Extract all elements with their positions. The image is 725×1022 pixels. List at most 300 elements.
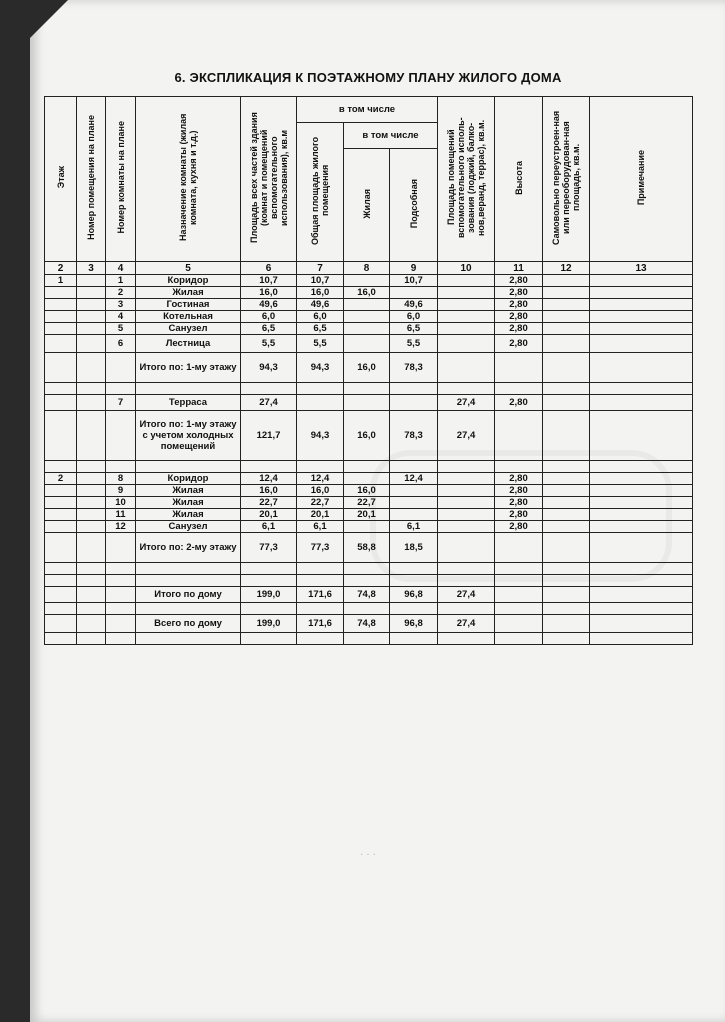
room-name-cell <box>136 633 241 645</box>
height-cell <box>495 587 543 603</box>
room-name-cell: Санузел <box>136 521 241 533</box>
table-row <box>45 335 693 353</box>
auxiliary-cell: 12,4 <box>390 473 438 485</box>
room-name-cell <box>136 575 241 587</box>
room-number-cell <box>106 353 136 383</box>
living-total-cell: 77,3 <box>297 533 344 563</box>
note-cell <box>590 275 693 287</box>
aux-area-cell: 27,4 <box>438 395 495 411</box>
plan-room-cell <box>77 563 106 575</box>
living-cell: 22,7 <box>344 497 390 509</box>
table-row <box>45 287 693 299</box>
total-area-cell <box>241 575 297 587</box>
living-cell: 74,8 <box>344 615 390 633</box>
floor-cell <box>45 633 77 645</box>
room-name-cell: Жилая <box>136 509 241 521</box>
room-number-cell: 6 <box>106 335 136 353</box>
floor-cell <box>45 383 77 395</box>
living-cell: 58,8 <box>344 533 390 563</box>
aux-area-cell <box>438 473 495 485</box>
auxiliary-cell <box>390 563 438 575</box>
room-number-cell: 11 <box>106 509 136 521</box>
aux-area-cell <box>438 275 495 287</box>
plan-room-cell <box>77 299 106 311</box>
table-row <box>45 311 693 323</box>
height-cell <box>495 633 543 645</box>
aux-area-cell <box>438 533 495 563</box>
room-name-cell: Итого по: 1-му этажу <box>136 353 241 383</box>
note-cell <box>590 411 693 461</box>
header-living-total: Общая площадь жилого помещения <box>297 123 344 262</box>
total-area-cell: 5,5 <box>241 335 297 353</box>
floor-cell <box>45 615 77 633</box>
height-cell: 2,80 <box>495 287 543 299</box>
plan-room-cell <box>77 473 106 485</box>
note-cell <box>590 383 693 395</box>
height-cell: 2,80 <box>495 485 543 497</box>
column-number: 7 <box>297 262 344 275</box>
aux-area-cell <box>438 353 495 383</box>
height-cell <box>495 603 543 615</box>
total-area-cell: 20,1 <box>241 509 297 521</box>
note-cell <box>590 353 693 383</box>
total-area-cell: 12,4 <box>241 473 297 485</box>
note-cell <box>590 395 693 411</box>
table-row <box>45 563 693 575</box>
column-number: 5 <box>136 262 241 275</box>
column-numbers-row <box>45 262 693 275</box>
header-room-no: Номер комнаты на плане <box>106 97 136 262</box>
aux-area-cell <box>438 521 495 533</box>
floor-cell <box>45 299 77 311</box>
total-area-cell: 199,0 <box>241 587 297 603</box>
auxiliary-cell <box>390 633 438 645</box>
unauthorized-cell <box>543 311 590 323</box>
total-area-cell: 27,4 <box>241 395 297 411</box>
living-total-cell: 10,7 <box>297 275 344 287</box>
total-area-cell: 6,0 <box>241 311 297 323</box>
living-cell: 20,1 <box>344 509 390 521</box>
height-cell <box>495 353 543 383</box>
room-number-cell: 5 <box>106 323 136 335</box>
auxiliary-cell <box>390 287 438 299</box>
unauthorized-cell <box>543 533 590 563</box>
room-number-cell <box>106 587 136 603</box>
auxiliary-cell <box>390 509 438 521</box>
header-height: Высота <box>495 97 543 262</box>
table-row <box>45 353 693 383</box>
plan-room-cell <box>77 497 106 509</box>
explication-table <box>44 96 693 645</box>
floor-cell <box>45 323 77 335</box>
room-name-cell: Итого по дому <box>136 587 241 603</box>
auxiliary-cell <box>390 485 438 497</box>
floor-cell <box>45 411 77 461</box>
unauthorized-cell <box>543 485 590 497</box>
height-cell <box>495 461 543 473</box>
aux-area-cell <box>438 323 495 335</box>
living-cell <box>344 563 390 575</box>
aux-area-cell <box>438 575 495 587</box>
living-cell <box>344 335 390 353</box>
aux-area-cell <box>438 485 495 497</box>
note-cell <box>590 287 693 299</box>
room-number-cell: 10 <box>106 497 136 509</box>
table-row <box>45 323 693 335</box>
height-cell <box>495 383 543 395</box>
table-row <box>45 395 693 411</box>
total-area-cell: 10,7 <box>241 275 297 287</box>
column-number: 4 <box>106 262 136 275</box>
auxiliary-cell <box>390 497 438 509</box>
header-including-2: в том числе <box>344 123 438 149</box>
unauthorized-cell <box>543 473 590 485</box>
height-cell: 2,80 <box>495 275 543 287</box>
note-cell <box>590 533 693 563</box>
room-name-cell <box>136 603 241 615</box>
plan-room-cell <box>77 603 106 615</box>
living-total-cell <box>297 633 344 645</box>
total-area-cell <box>241 461 297 473</box>
note-cell <box>590 615 693 633</box>
unauthorized-cell <box>543 275 590 287</box>
height-cell: 2,80 <box>495 395 543 411</box>
table-row <box>45 533 693 563</box>
living-cell: 16,0 <box>344 411 390 461</box>
living-total-cell <box>297 603 344 615</box>
column-number: 8 <box>344 262 390 275</box>
aux-area-cell <box>438 633 495 645</box>
room-name-cell: Лестница <box>136 335 241 353</box>
column-number: 2 <box>45 262 77 275</box>
aux-area-cell: 27,4 <box>438 615 495 633</box>
aux-area-cell: 27,4 <box>438 411 495 461</box>
total-area-cell: 49,6 <box>241 299 297 311</box>
unauthorized-cell <box>543 299 590 311</box>
note-cell <box>590 461 693 473</box>
unauthorized-cell <box>543 587 590 603</box>
room-number-cell: 7 <box>106 395 136 411</box>
auxiliary-cell <box>390 461 438 473</box>
auxiliary-cell: 96,8 <box>390 587 438 603</box>
auxiliary-cell: 78,3 <box>390 353 438 383</box>
aux-area-cell <box>438 299 495 311</box>
living-cell: 74,8 <box>344 587 390 603</box>
living-total-cell: 16,0 <box>297 287 344 299</box>
room-number-cell <box>106 533 136 563</box>
room-name-cell: Жилая <box>136 497 241 509</box>
table-row <box>45 299 693 311</box>
plan-room-cell <box>77 575 106 587</box>
plan-room-cell <box>77 461 106 473</box>
aux-area-cell <box>438 383 495 395</box>
auxiliary-cell: 6,0 <box>390 311 438 323</box>
aux-area-cell <box>438 287 495 299</box>
table-row <box>45 383 693 395</box>
table-row <box>45 587 693 603</box>
total-area-cell <box>241 633 297 645</box>
header-aux-area: Площадь помещений вспомогательного исполь-зования (лоджий, балко-нов,веранд, террас), кв.м. <box>438 97 495 262</box>
aux-area-cell <box>438 311 495 323</box>
header-plan-room-no: Номер помещения на плане <box>77 97 106 262</box>
living-cell: 16,0 <box>344 353 390 383</box>
note-cell <box>590 633 693 645</box>
column-number: 12 <box>543 262 590 275</box>
aux-area-cell <box>438 563 495 575</box>
note-cell <box>590 485 693 497</box>
table-row <box>45 521 693 533</box>
plan-room-cell <box>77 323 106 335</box>
living-cell <box>344 323 390 335</box>
unauthorized-cell <box>543 335 590 353</box>
room-number-cell: 1 <box>106 275 136 287</box>
room-number-cell <box>106 461 136 473</box>
height-cell <box>495 533 543 563</box>
total-area-cell: 16,0 <box>241 287 297 299</box>
floor-cell <box>45 587 77 603</box>
total-area-cell <box>241 563 297 575</box>
plan-room-cell <box>77 485 106 497</box>
floor-cell <box>45 353 77 383</box>
floor-cell <box>45 485 77 497</box>
plan-room-cell <box>77 287 106 299</box>
plan-room-cell <box>77 275 106 287</box>
table-row <box>45 473 693 485</box>
column-number: 3 <box>77 262 106 275</box>
floor-cell <box>45 509 77 521</box>
document-sheet <box>30 0 725 1022</box>
room-number-cell: 4 <box>106 311 136 323</box>
aux-area-cell <box>438 603 495 615</box>
table-row <box>45 615 693 633</box>
room-number-cell <box>106 563 136 575</box>
note-cell <box>590 563 693 575</box>
floor-cell <box>45 521 77 533</box>
table-row <box>45 275 693 287</box>
auxiliary-cell: 5,5 <box>390 335 438 353</box>
note-cell <box>590 323 693 335</box>
room-name-cell: Гостиная <box>136 299 241 311</box>
plan-room-cell <box>77 383 106 395</box>
table-row <box>45 509 693 521</box>
floor-cell <box>45 575 77 587</box>
plan-room-cell <box>77 335 106 353</box>
header-total-area: Площадь всех частей здания (комнат и помещений вспомогательного использования), кв.м <box>241 97 297 262</box>
unauthorized-cell <box>543 603 590 615</box>
aux-area-cell <box>438 509 495 521</box>
living-cell <box>344 311 390 323</box>
height-cell: 2,80 <box>495 335 543 353</box>
floor-cell <box>45 461 77 473</box>
room-number-cell <box>106 575 136 587</box>
floor-cell <box>45 497 77 509</box>
room-name-cell <box>136 461 241 473</box>
faint-stamp: · · · <box>360 850 376 861</box>
note-cell <box>590 575 693 587</box>
auxiliary-cell <box>390 575 438 587</box>
room-name-cell <box>136 383 241 395</box>
height-cell: 2,80 <box>495 323 543 335</box>
total-area-cell <box>241 383 297 395</box>
unauthorized-cell <box>543 287 590 299</box>
plan-room-cell <box>77 533 106 563</box>
living-total-cell: 6,5 <box>297 323 344 335</box>
header-living: Жилая <box>344 149 390 262</box>
living-total-cell <box>297 575 344 587</box>
auxiliary-cell: 10,7 <box>390 275 438 287</box>
unauthorized-cell <box>543 509 590 521</box>
room-number-cell <box>106 615 136 633</box>
height-cell <box>495 575 543 587</box>
living-cell <box>344 521 390 533</box>
unauthorized-cell <box>543 383 590 395</box>
living-total-cell: 6,1 <box>297 521 344 533</box>
room-name-cell: Итого по: 1-му этажу с учетом холодных помещений <box>136 411 241 461</box>
room-number-cell: 12 <box>106 521 136 533</box>
header-floor: Этаж <box>45 97 77 262</box>
auxiliary-cell: 6,5 <box>390 323 438 335</box>
table-row <box>45 497 693 509</box>
room-number-cell <box>106 411 136 461</box>
room-number-cell <box>106 633 136 645</box>
header-purpose: Назначение комнаты (жилая комната, кухня и т.д.) <box>136 97 241 262</box>
living-total-cell: 16,0 <box>297 485 344 497</box>
floor-cell: 2 <box>45 473 77 485</box>
room-number-cell: 2 <box>106 287 136 299</box>
floor-cell <box>45 335 77 353</box>
table-row <box>45 461 693 473</box>
table-row <box>45 603 693 615</box>
column-number: 13 <box>590 262 693 275</box>
room-number-cell <box>106 603 136 615</box>
unauthorized-cell <box>543 497 590 509</box>
room-name-cell: Коридор <box>136 275 241 287</box>
note-cell <box>590 335 693 353</box>
table-row <box>45 485 693 497</box>
document-title: 6. ЭКСПЛИКАЦИЯ К ПОЭТАЖНОМУ ПЛАНУ ЖИЛОГО ДОМА <box>174 70 562 85</box>
living-total-cell <box>297 461 344 473</box>
plan-room-cell <box>77 411 106 461</box>
total-area-cell: 16,0 <box>241 485 297 497</box>
column-number: 9 <box>390 262 438 275</box>
unauthorized-cell <box>543 353 590 383</box>
room-name-cell: Котельная <box>136 311 241 323</box>
auxiliary-cell: 96,8 <box>390 615 438 633</box>
height-cell: 2,80 <box>495 299 543 311</box>
living-cell <box>344 633 390 645</box>
unauthorized-cell <box>543 615 590 633</box>
living-cell <box>344 275 390 287</box>
aux-area-cell <box>438 335 495 353</box>
auxiliary-cell <box>390 603 438 615</box>
aux-area-cell <box>438 497 495 509</box>
header-row-1 <box>45 97 693 123</box>
room-number-cell: 8 <box>106 473 136 485</box>
floor-cell <box>45 563 77 575</box>
aux-area-cell: 27,4 <box>438 587 495 603</box>
note-cell <box>590 521 693 533</box>
height-cell: 2,80 <box>495 311 543 323</box>
header-note: Примечание <box>590 97 693 262</box>
living-total-cell: 94,3 <box>297 411 344 461</box>
total-area-cell: 199,0 <box>241 615 297 633</box>
living-total-cell: 171,6 <box>297 587 344 603</box>
height-cell <box>495 615 543 633</box>
unauthorized-cell <box>543 411 590 461</box>
room-name-cell: Жилая <box>136 287 241 299</box>
table-row <box>45 575 693 587</box>
room-number-cell <box>106 383 136 395</box>
living-total-cell: 94,3 <box>297 353 344 383</box>
plan-room-cell <box>77 615 106 633</box>
room-name-cell: Всего по дому <box>136 615 241 633</box>
living-cell <box>344 395 390 411</box>
room-name-cell: Коридор <box>136 473 241 485</box>
auxiliary-cell: 49,6 <box>390 299 438 311</box>
room-name-cell <box>136 563 241 575</box>
living-cell: 16,0 <box>344 485 390 497</box>
total-area-cell: 22,7 <box>241 497 297 509</box>
living-cell <box>344 383 390 395</box>
total-area-cell: 94,3 <box>241 353 297 383</box>
total-area-cell: 121,7 <box>241 411 297 461</box>
total-area-cell <box>241 603 297 615</box>
note-cell <box>590 509 693 521</box>
unauthorized-cell <box>543 563 590 575</box>
living-total-cell: 20,1 <box>297 509 344 521</box>
auxiliary-cell <box>390 383 438 395</box>
living-total-cell: 22,7 <box>297 497 344 509</box>
note-cell <box>590 497 693 509</box>
header-unauthorized: Самовольно переустроен-ная или переоборудован-ная площадь, кв.м. <box>543 97 590 262</box>
living-total-cell: 5,5 <box>297 335 344 353</box>
living-total-cell: 171,6 <box>297 615 344 633</box>
total-area-cell: 6,1 <box>241 521 297 533</box>
note-cell <box>590 299 693 311</box>
unauthorized-cell <box>543 633 590 645</box>
height-cell: 2,80 <box>495 497 543 509</box>
plan-room-cell <box>77 395 106 411</box>
auxiliary-cell: 18,5 <box>390 533 438 563</box>
note-cell <box>590 473 693 485</box>
auxiliary-cell: 6,1 <box>390 521 438 533</box>
floor-cell <box>45 603 77 615</box>
living-cell <box>344 461 390 473</box>
total-area-cell: 77,3 <box>241 533 297 563</box>
unauthorized-cell <box>543 461 590 473</box>
room-name-cell: Жилая <box>136 485 241 497</box>
note-cell <box>590 603 693 615</box>
living-total-cell: 49,6 <box>297 299 344 311</box>
living-cell <box>344 299 390 311</box>
page-corner <box>30 0 68 38</box>
aux-area-cell <box>438 461 495 473</box>
column-number: 10 <box>438 262 495 275</box>
room-name-cell: Итого по: 2-му этажу <box>136 533 241 563</box>
floor-cell: 1 <box>45 275 77 287</box>
plan-room-cell <box>77 353 106 383</box>
plan-room-cell <box>77 587 106 603</box>
height-cell <box>495 563 543 575</box>
table-row <box>45 411 693 461</box>
total-area-cell: 6,5 <box>241 323 297 335</box>
height-cell: 2,80 <box>495 509 543 521</box>
height-cell <box>495 411 543 461</box>
column-number: 11 <box>495 262 543 275</box>
height-cell: 2,80 <box>495 521 543 533</box>
room-number-cell: 9 <box>106 485 136 497</box>
floor-cell <box>45 533 77 563</box>
